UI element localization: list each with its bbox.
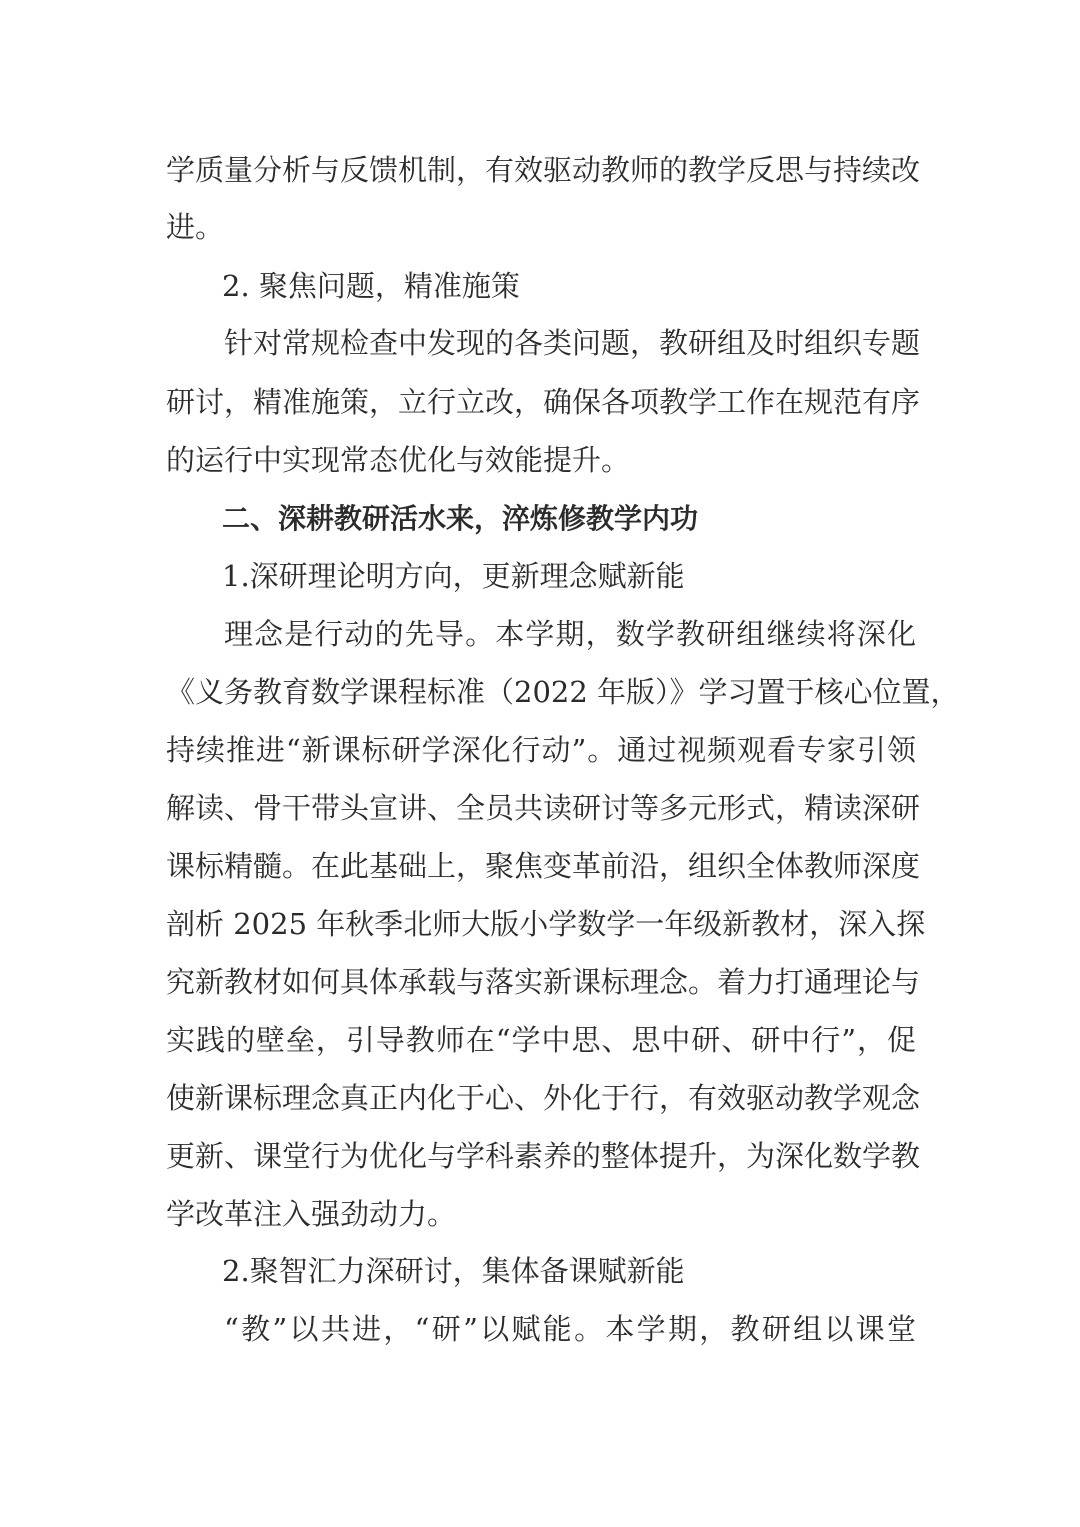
paragraph-line: 的运行中实现常态优化与效能提升。 [166, 443, 631, 477]
paragraph-line: 进。 [166, 210, 225, 244]
paragraph-line: 使新课标理念真正内化于心、外化于行，有效驱动教学观念 [166, 1081, 921, 1115]
paragraph-line: 《义务教育数学课程标准（2022 年版）》学习置于核心位置， [166, 675, 960, 709]
paragraph-line: 学质量分析与反馈机制，有效驱动教师的教学反思与持续改 [166, 153, 921, 187]
paragraph-line: 解读、骨干带头宣讲、全员共读研讨等多元形式，精读深研 [166, 791, 921, 825]
sub-heading: 1.深研理论明方向，更新理念赋新能 [222, 559, 685, 593]
paragraph-line: 剖析 2025 年秋季北师大版小学数学一年级新教材，深入探 [166, 907, 926, 941]
paragraph-line: 针对常规检查中发现的各类问题，教研组及时组织专题 [224, 326, 921, 360]
paragraph-line: 更新、课堂行为优化与学科素养的整体提升，为深化数学教 [166, 1139, 921, 1173]
paragraph-line: 学改革注入强劲动力。 [166, 1197, 457, 1231]
paragraph-line: 理念是行动的先导。本学期，数学教研组继续将深化 [224, 617, 916, 651]
paragraph-line: 研讨，精准施策，立行立改，确保各项教学工作在规范有序 [166, 385, 921, 419]
paragraph-line: 究新教材如何具体承载与落实新课标理念。着力打通理论与 [166, 965, 921, 999]
paragraph-line: 课标精髓。在此基础上，聚焦变革前沿，组织全体教师深度 [166, 849, 921, 883]
paragraph-line: 持续推进“新课标研学深化行动”。通过视频观看专家引领 [166, 733, 916, 767]
sub-heading: 2.聚智汇力深研讨，集体备课赋新能 [222, 1254, 685, 1288]
sub-heading: 2. 聚焦问题，精准施策 [222, 269, 520, 303]
paragraph-line: “教”以共进，“研”以赋能。本学期，教研组以课堂 [224, 1312, 916, 1346]
paragraph-line: 实践的壁垒，引导教师在“学中思、思中研、研中行”，促 [166, 1023, 916, 1057]
section-heading: 二、深耕教研活水来，淬炼修教学内功 [222, 502, 699, 535]
